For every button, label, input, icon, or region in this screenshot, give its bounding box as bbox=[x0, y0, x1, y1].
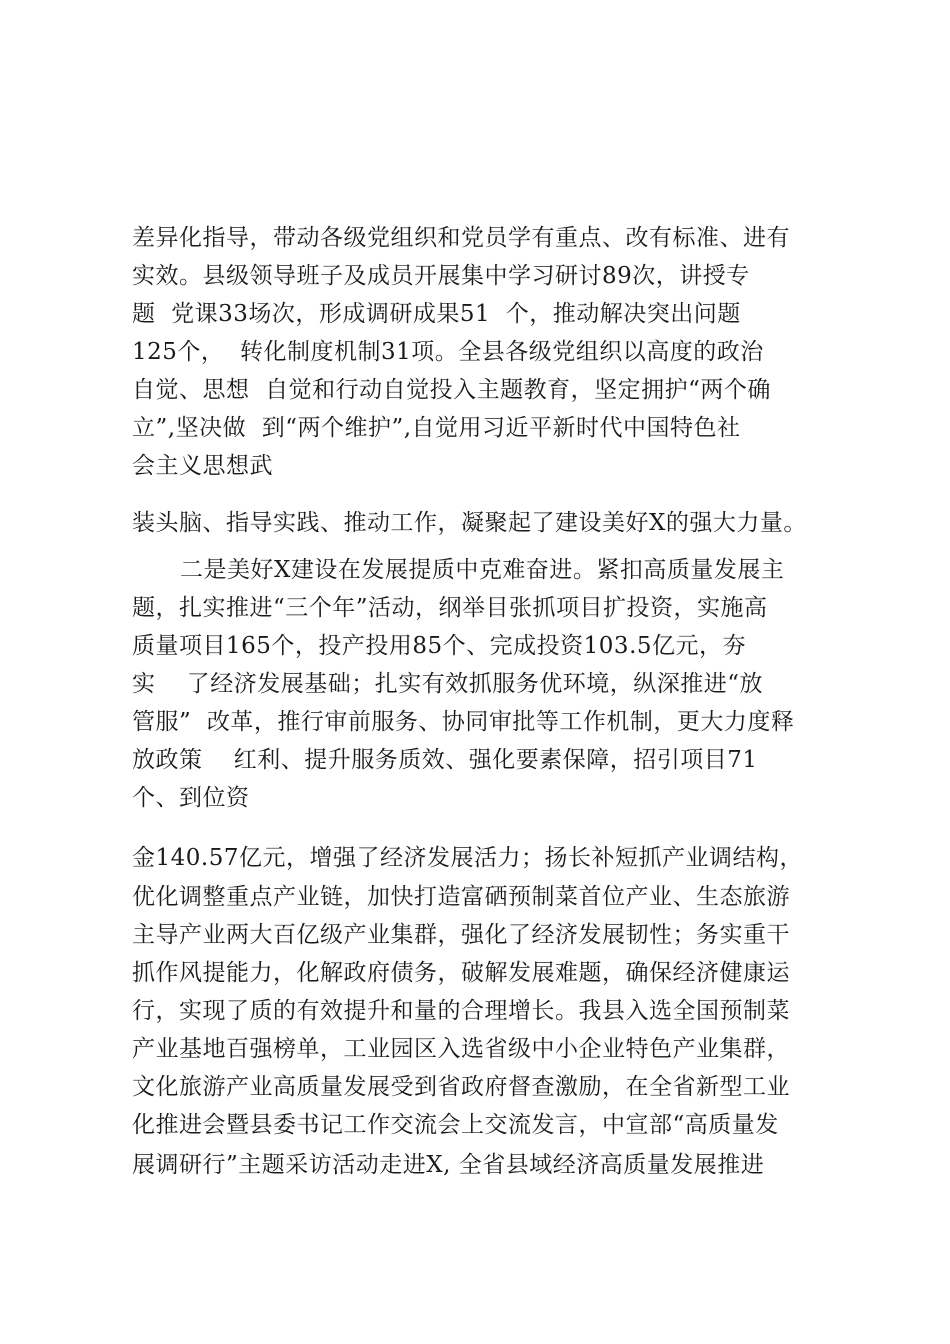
text-line: 管服” 改革，推行审前服务、协同审批等工作机制，更大力度释 bbox=[132, 709, 795, 735]
text-line: 差异化指导，带动各级党组织和党员学有重点、改有标准、进有 bbox=[132, 225, 790, 251]
text-line: 产业基地百强榜单，工业园区入选省级中小企业特色产业集群， bbox=[132, 1036, 790, 1062]
text-line: 装头脑、指导实践、推动工作，凝聚起了建设美好X的强大力量。 bbox=[132, 510, 807, 536]
text-line: 放政策 红利、提升服务质效、强化要素保障，招引项目71 bbox=[132, 747, 758, 773]
text-line: 125个， 转化制度机制31项。全县各级党组织以高度的政治 bbox=[132, 339, 764, 365]
text-line: 主导产业两大百亿级产业集群，强化了经济发展韧性；务实重干 bbox=[132, 922, 790, 948]
text-line: 立”,坚决做 到“两个维护”,自觉用习近平新时代中国特色社 bbox=[132, 415, 741, 441]
text-line: 金140.57亿元，增强了经济发展活力；扬长补短抓产业调结构， bbox=[132, 845, 803, 871]
text-line: 会主义思想武 bbox=[132, 453, 273, 479]
text-line: 优化调整重点产业链，加快打造富硒预制菜首位产业、生态旅游 bbox=[132, 884, 790, 910]
text-line: 实 了经济发展基础；扎实有效抓服务优环境，纵深推进“放 bbox=[132, 671, 764, 697]
text-line: 质量项目165个，投产投用85个、完成投资103.5亿元，夯 bbox=[132, 633, 747, 659]
text-line: 实效。县级领导班子及成员开展集中学习研讨89次，讲授专 bbox=[132, 263, 750, 289]
text-line: 行，实现了质的有效提升和量的合理增长。我县入选全国预制菜 bbox=[132, 998, 790, 1024]
text-line: 文化旅游产业高质量发展受到省政府督查激励，在全省新型工业 bbox=[132, 1074, 790, 1100]
text-line: 化推进会暨县委书记工作交流会上交流发言，中宣部“高质量发 bbox=[132, 1112, 779, 1138]
text-line: 题 党课33场次，形成调研成果51 个，推动解决突出问题 bbox=[132, 301, 741, 327]
text-line: 抓作风提能力，化解政府债务，破解发展难题，确保经济健康运 bbox=[132, 960, 790, 986]
text-line: 展调研行”主题采访活动走进X, 全省县域经济高质量发展推进 bbox=[132, 1152, 765, 1178]
text-line: 自觉、思想 自觉和行动自觉投入主题教育，坚定拥护“两个确 bbox=[132, 377, 771, 403]
text-line: 题，扎实推进“三个年”活动，纲举目张抓项目扩投资，实施高 bbox=[132, 595, 768, 621]
text-line: 个、到位资 bbox=[132, 785, 250, 811]
paragraph-start-line: 二是美好X建设在发展提质中克难奋进。紧扣高质量发展主 bbox=[180, 557, 785, 583]
